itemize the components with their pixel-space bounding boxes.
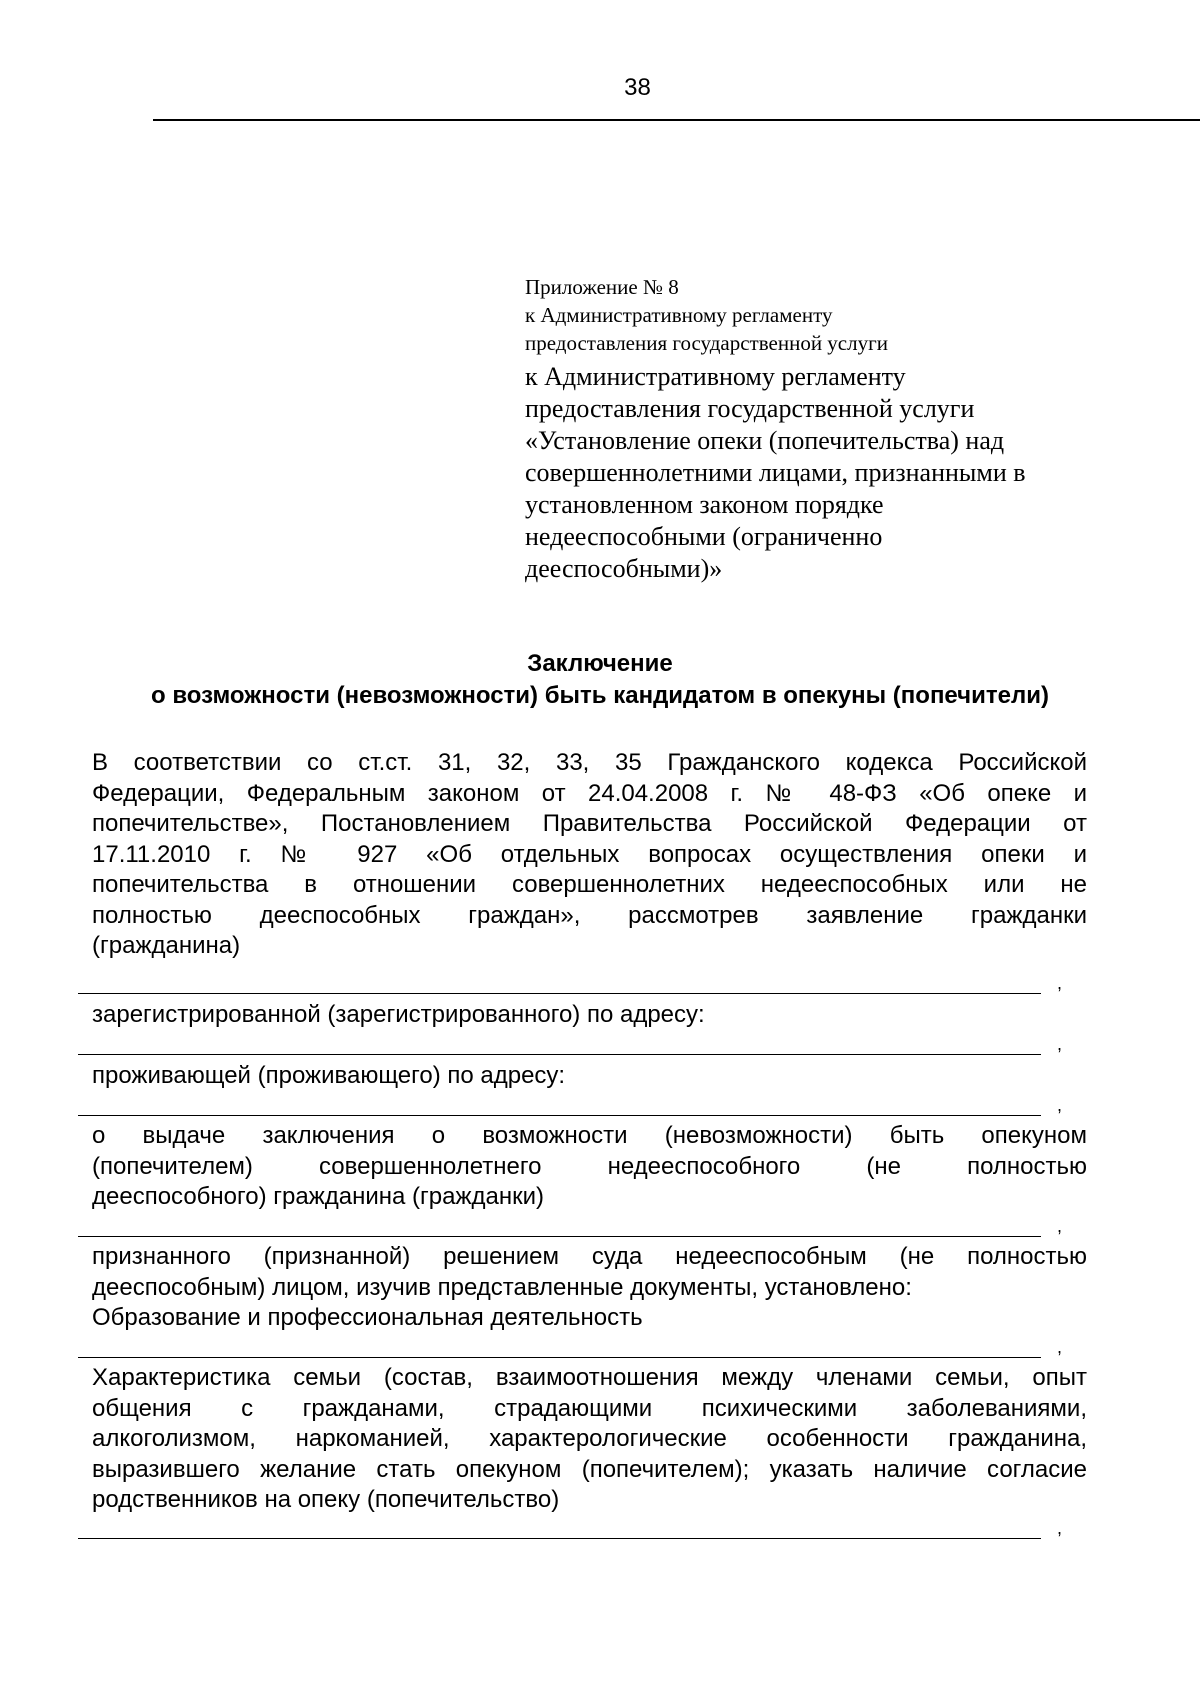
appendix-line: недееспособными (ограниченно [525, 522, 883, 551]
document-subtitle: о возможности (невозможности) быть кандидатом в опекуны (попечители) [151, 682, 1049, 709]
findings-paragraph [92, 1242, 1087, 1334]
appendix-line: к Административному регламенту [525, 303, 833, 327]
header-rule [153, 119, 1200, 121]
text-line: (попечителем) совершеннолетнего недееспособного (не полностью [92, 1152, 1087, 1180]
fill-line-comma: , [1057, 973, 1063, 993]
text-line: полностью дееспособных граждан», рассмотрев заявление гражданки [92, 901, 1087, 929]
request-paragraph [92, 1121, 1087, 1213]
appendix-line: дееспособными)» [525, 554, 723, 583]
appendix-line: «Установление опеки (попечительства) над [525, 426, 1005, 455]
appendix-line: предоставления государственной услуги [525, 331, 888, 355]
text-line: дееспособного) гражданина (гражданки) [92, 1183, 545, 1210]
fill-line-comma: , [1057, 1034, 1063, 1054]
appendix-line: установленном законом порядке [525, 490, 884, 519]
fill-line-residence-address [78, 1115, 1041, 1116]
fill-line-education [78, 1357, 1041, 1358]
fill-line-comma: , [1057, 1337, 1063, 1357]
fill-line-comma: , [1057, 1518, 1063, 1538]
fill-line-comma: , [1057, 1095, 1063, 1115]
text-line: родственников на опеку (попечительство) [92, 1486, 560, 1513]
text-line: алкоголизмом, наркоманией, характерологические особенности гражданина, [92, 1425, 1087, 1452]
fill-line-ward-name [78, 1236, 1041, 1237]
appendix-line: предоставления государственной услуги [525, 394, 975, 423]
text-line: В соответствии со ст.ст. 31, 32, 33, 35 Гражданского кодекса Российской [92, 749, 1087, 776]
text-line: Характеристика семьи (состав, взаимоотношения между членами семьи, опыт [92, 1364, 1087, 1391]
text-line: зарегистрированной (зарегистрированного) по адресу: [92, 1001, 705, 1028]
text-line: 17.11.2010 г. № 927 «Об отдельных вопросах осуществления опеки и [92, 840, 1087, 868]
appendix-large-text [525, 361, 1125, 585]
text-line: Федерации, Федеральным законом от 24.04.2008 г. № 48-ФЗ «Об опеке и [92, 779, 1087, 807]
text-line: общения с гражданами, страдающими психическими заболеваниями, [92, 1394, 1087, 1422]
page-number: 38 [624, 74, 651, 101]
appendix-line: к Административному регламенту [525, 362, 906, 391]
text-line: попечительства в отношении совершеннолетних недееспособных или не [92, 871, 1087, 898]
residence-address-label [92, 1061, 1087, 1092]
text-line: выразившего желание стать опекуном (попечителем); указать наличие согласие [92, 1455, 1087, 1483]
document-title: Заключение [527, 650, 673, 677]
appendix-line: совершеннолетними лицами, признанными в [525, 458, 1026, 487]
text-line: признанного (признанной) решением суда недееспособным (не полностью [92, 1243, 1087, 1270]
registration-address-label [92, 1000, 1087, 1031]
text-line: Образование и профессиональная деятельность [92, 1304, 643, 1331]
fill-line-registration-address [78, 1054, 1041, 1055]
text-line: проживающей (проживающего) по адресу: [92, 1062, 566, 1089]
text-line: о выдаче заключения о возможности (невозможности) быть опекуном [92, 1122, 1087, 1149]
appendix-small-text [525, 273, 1125, 357]
text-line: (гражданина) [92, 932, 241, 959]
appendix-block [525, 273, 1125, 585]
family-characteristics-paragraph [92, 1363, 1087, 1516]
text-line: попечительстве», Постановлением Правительства Российской Федерации от [92, 810, 1087, 837]
legal-basis-paragraph [92, 748, 1087, 962]
text-line: дееспособным) лицом, изучив представленные документы, установлено: [92, 1273, 912, 1301]
appendix-line: Приложение № 8 [525, 275, 679, 299]
fill-line-applicant-name [78, 993, 1041, 994]
fill-line-family [78, 1538, 1041, 1539]
fill-line-comma: , [1057, 1216, 1063, 1236]
